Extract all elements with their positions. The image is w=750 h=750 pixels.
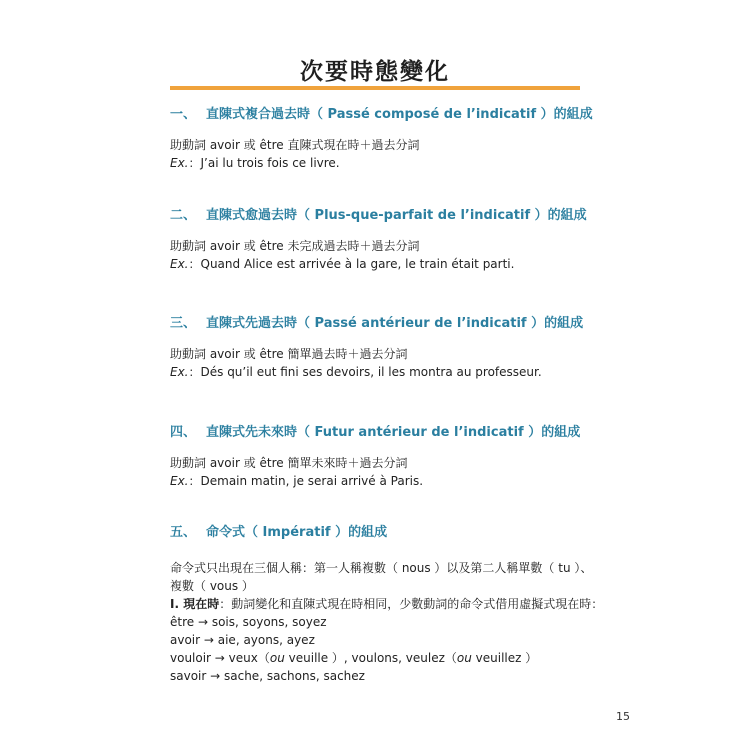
imperatif-present-point — [170, 595, 604, 613]
section-number: 五、 — [170, 525, 197, 540]
section-futur-anterieur — [170, 423, 600, 490]
example-label: Ex. — [170, 365, 189, 379]
title-underline — [170, 86, 580, 90]
section-number: 四、 — [170, 425, 197, 440]
point-label: I. 現在時 — [170, 597, 220, 611]
conjugation-avoir: avoir → aie, ayons, ayez — [170, 633, 315, 647]
example-label: Ex. — [170, 474, 189, 488]
ou-word: ou — [456, 651, 472, 665]
example-text: ：Dés qu’il eut fini ses devoirs, il les montra au professeur. — [188, 365, 542, 379]
section-plus-que-parfait — [170, 206, 600, 273]
section-rule: 助動詞 avoir 或 être 簡單過去時＋過去分詞 — [170, 347, 408, 361]
section-rule: 助動詞 avoir 或 être 直陳式現在時＋過去分詞 — [170, 138, 420, 152]
section-heading-text: 命令式（ Impératif ）的組成 — [206, 525, 388, 540]
page-number: 15 — [616, 710, 630, 723]
section-rule: 助動詞 avoir 或 être 未完成過去時＋過去分詞 — [170, 239, 420, 253]
section-imperatif — [170, 523, 604, 685]
section-number: 一、 — [170, 107, 197, 122]
example-text: ：Quand Alice est arrivée à la gare, le train était parti. — [188, 257, 515, 271]
page-title: 次要時態變化 — [300, 59, 450, 85]
section-example — [170, 154, 600, 172]
section-heading — [170, 206, 600, 226]
section-heading-text: 直陳式先過去時（ Passé antérieur de l’indicatif ）的組成 — [206, 316, 584, 331]
section-heading — [170, 523, 600, 543]
imperatif-intro: 命令式只出現在三個人稱：第一人稱複數（ nous ）以及第二人稱單數（ tu ）、複數（ vous ） — [170, 561, 593, 593]
conjugation-etre: être → sois, soyons, soyez — [170, 615, 327, 629]
section-number: 三、 — [170, 316, 197, 331]
vouloir-mid: veuille ）, voulons, veulez（ — [284, 651, 457, 665]
example-text: ：J’ai lu trois fois ce livre. — [188, 156, 340, 170]
section-example — [170, 255, 600, 273]
vouloir-end: veuillez ） — [471, 651, 538, 665]
example-label: Ex. — [170, 156, 189, 170]
section-example — [170, 472, 600, 490]
section-example — [170, 363, 600, 381]
conjugation-savoir: savoir → sache, sachons, sachez — [170, 669, 365, 683]
vouloir-start: vouloir → veux（ — [170, 651, 270, 665]
section-heading — [170, 423, 600, 443]
section-passe-compose — [170, 105, 600, 172]
conjugation-vouloir — [170, 649, 600, 667]
example-label: Ex. — [170, 257, 189, 271]
example-text: ：Demain matin, je serai arrivé à Paris. — [188, 474, 424, 488]
section-heading-text: 直陳式愈過去時（ Plus-que-parfait de l’indicatif ）的組成 — [206, 208, 587, 223]
section-rule: 助動詞 avoir 或 être 簡單未來時＋過去分詞 — [170, 456, 408, 470]
section-number: 二、 — [170, 208, 197, 223]
section-heading — [170, 314, 600, 334]
section-heading-text: 直陳式先未來時（ Futur antérieur de l’indicatif ）的組成 — [206, 425, 581, 440]
point-text: ：動詞變化和直陳式現在時相同，少數動詞的命令式借用虛擬式現在時： — [219, 597, 604, 611]
ou-word: ou — [269, 651, 285, 665]
section-heading-text: 直陳式複合過去時（ Passé composé de l’indicatif ）的組成 — [206, 107, 593, 122]
section-heading — [170, 105, 600, 125]
section-passe-anterieur — [170, 314, 600, 381]
